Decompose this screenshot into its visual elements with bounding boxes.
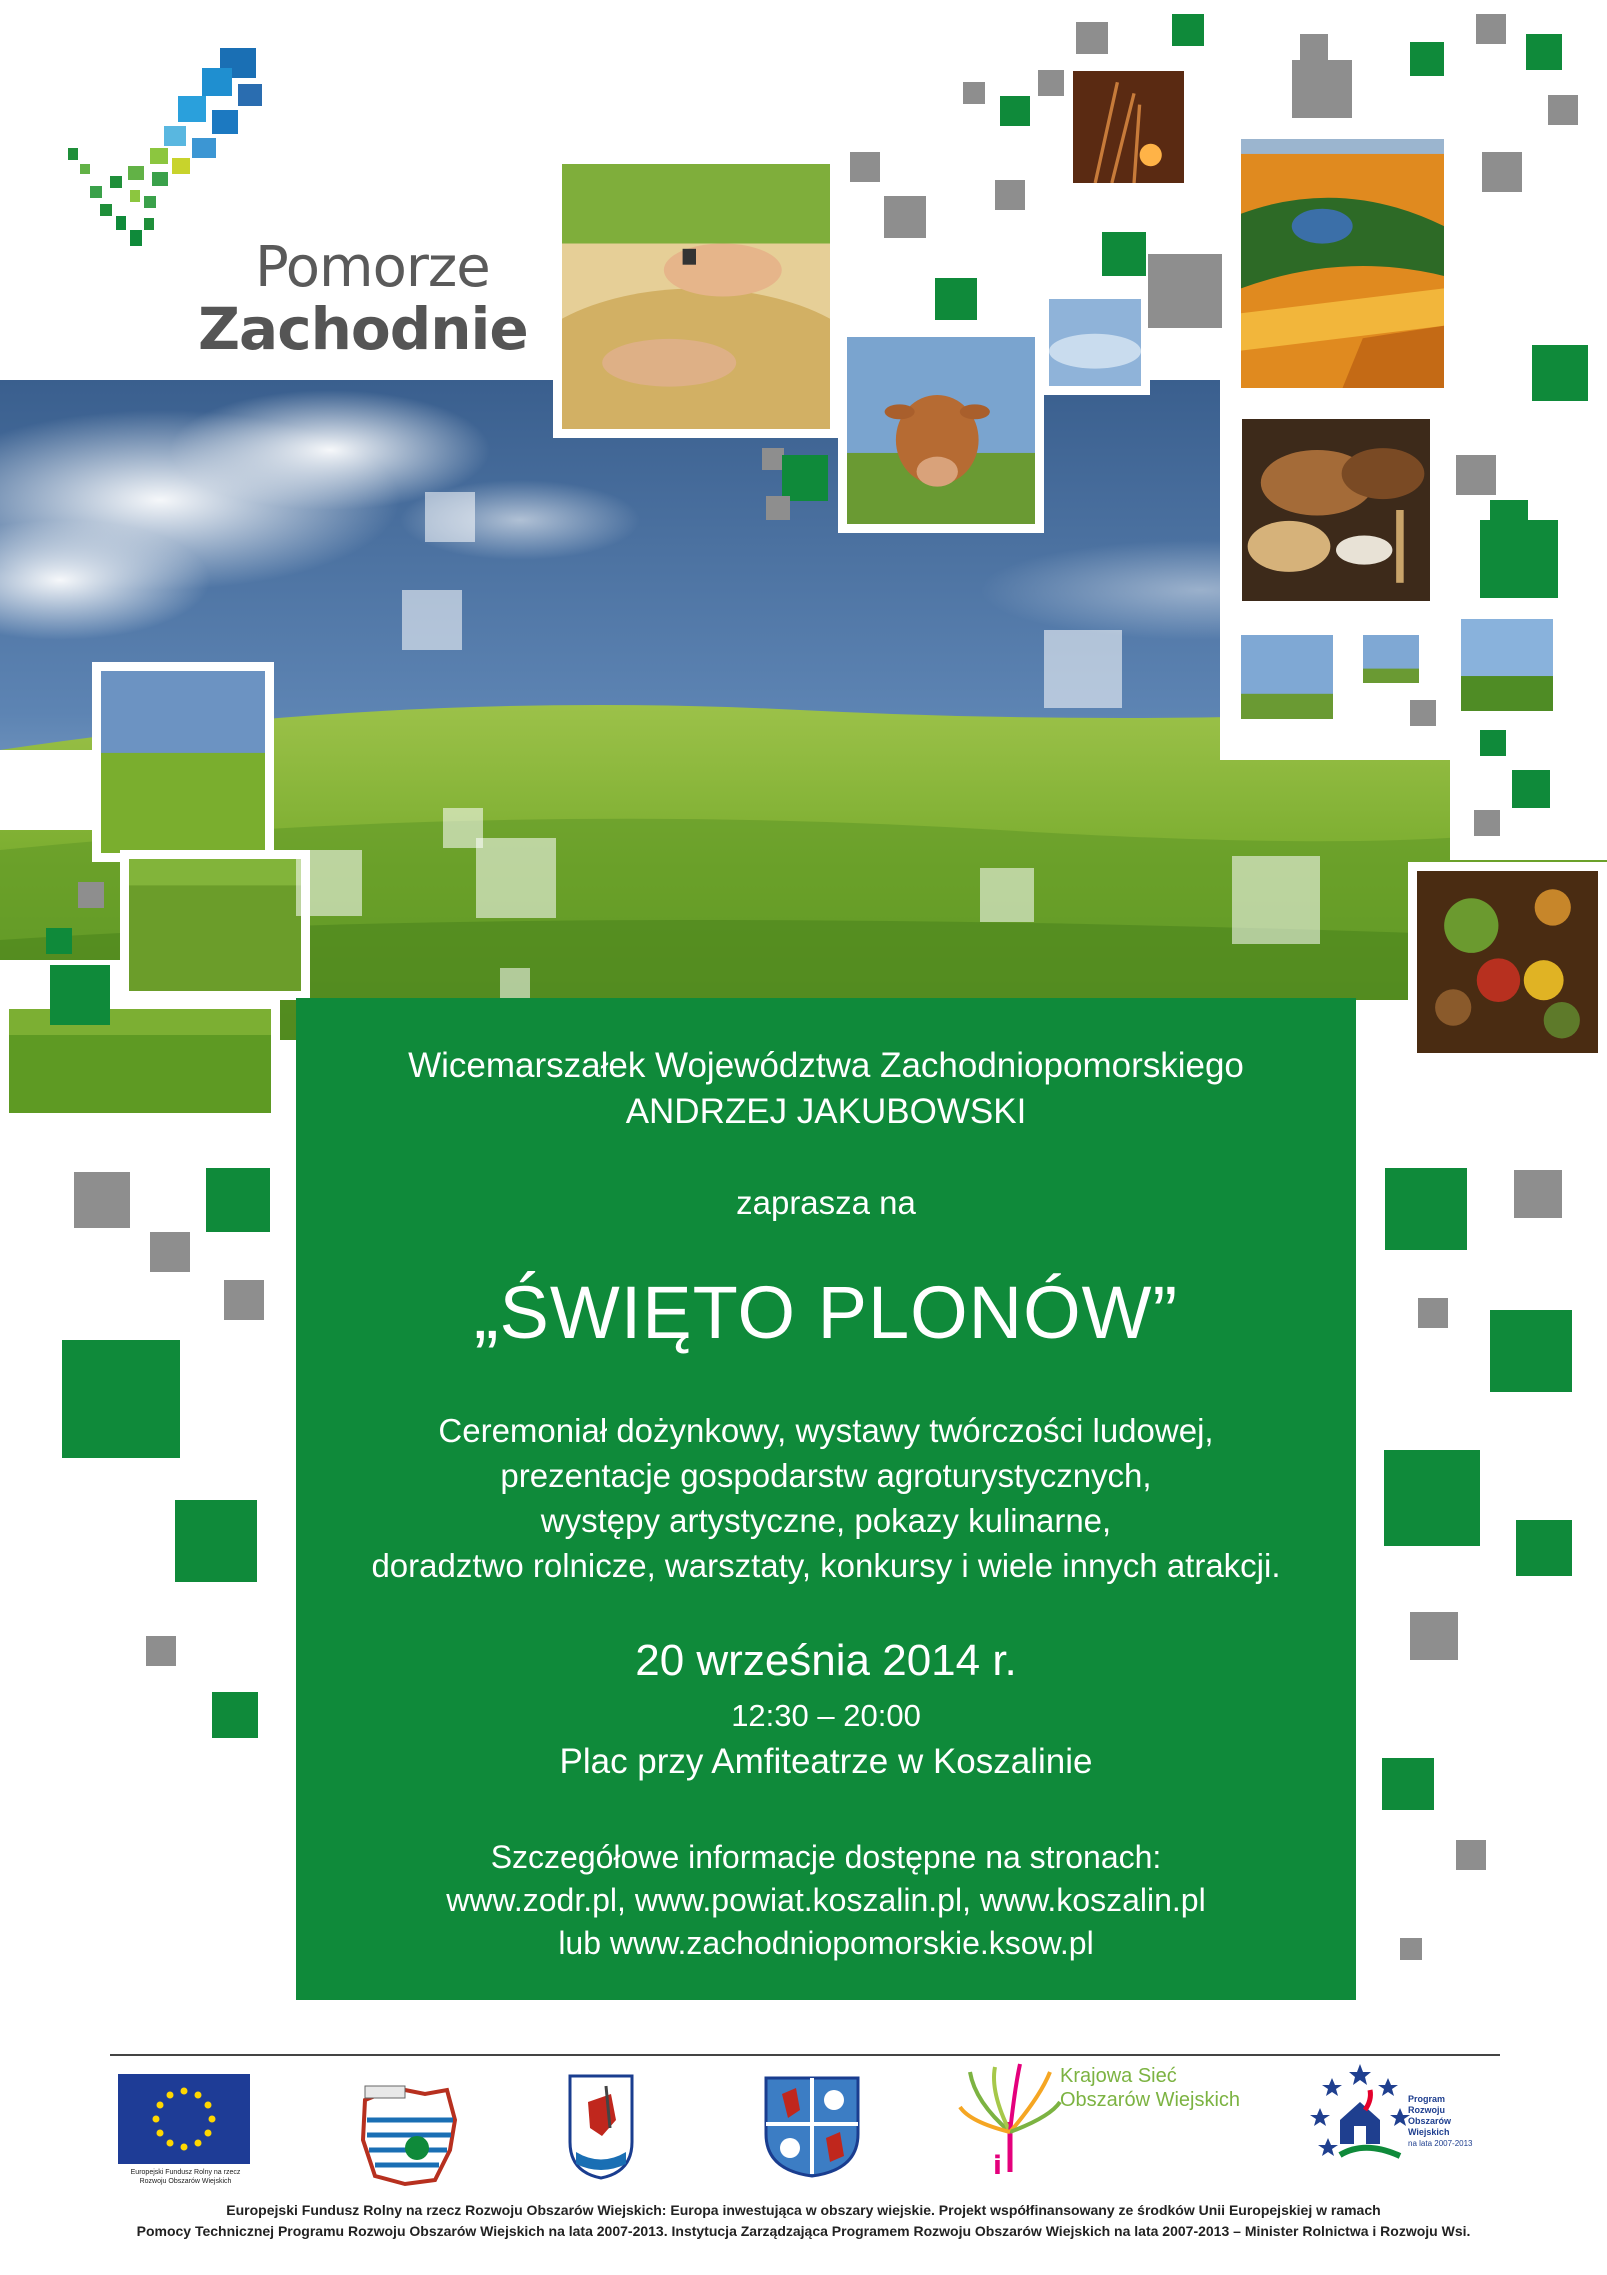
deco-square: [1516, 1520, 1572, 1576]
vegetables-basket-photo: [1408, 862, 1607, 1062]
deco-square: [766, 496, 790, 520]
deco-square: [1480, 730, 1506, 756]
deco-square: [1076, 22, 1108, 54]
host-title: Wicemarszałek Województwa Zachodniopomorskiego: [408, 1046, 1244, 1085]
deco-square: [935, 278, 977, 320]
svg-text:i: i: [993, 2151, 1002, 2181]
deco-square: [1300, 34, 1328, 62]
prow-logo-icon: [1310, 2060, 1410, 2175]
deco-square: [1172, 14, 1204, 46]
deco-square: [212, 1692, 258, 1738]
deco-square: [402, 590, 462, 650]
event-name: „ŚWIĘTO PLONÓW”: [473, 1271, 1179, 1354]
deco-square: [175, 1500, 257, 1582]
event-info-panel: [296, 998, 1356, 2000]
deco-square: [50, 965, 110, 1025]
prow-logo-text: [1408, 2094, 1473, 2149]
deco-square: [1148, 254, 1222, 328]
deco-square: [1456, 455, 1496, 495]
event-date: 20 września 2014 r.: [635, 1636, 1017, 1685]
deco-square: [762, 448, 784, 470]
prow-text-line: Program: [1408, 2094, 1446, 2104]
field-tile-left: [92, 662, 274, 862]
deco-square: [74, 1172, 130, 1228]
description-line: występy artystyczne, pokazy kulinarne,: [540, 1502, 1112, 1539]
deco-square: [206, 1168, 270, 1232]
lake-fields-aerial-photo: [1232, 130, 1453, 397]
deco-square: [1476, 14, 1506, 44]
deco-square: [62, 1340, 180, 1458]
deco-square: [1102, 232, 1146, 276]
deco-square: [1038, 70, 1064, 96]
deco-square: [1410, 42, 1444, 76]
prow-text-line: Obszarów: [1408, 2116, 1452, 2126]
deco-square: [1410, 700, 1436, 726]
deco-square: [1384, 1450, 1480, 1546]
bread-loaves-photo: [1233, 410, 1439, 610]
deco-square: [1232, 856, 1320, 944]
deco-square: [1044, 630, 1122, 708]
description-line: Ceremoniał dożynkowy, wystawy twórczości ludowej,: [438, 1412, 1214, 1449]
deco-square: [1514, 1170, 1562, 1218]
grain-hands-photo: [553, 155, 839, 438]
deco-square: [1490, 1310, 1572, 1392]
footer-funding-note: [100, 2200, 1507, 2242]
deco-square: [884, 196, 926, 238]
poland-map-logo-icon: [355, 2080, 465, 2190]
prow-text-line: Wiejskich: [1408, 2127, 1450, 2137]
deco-square: [1292, 60, 1352, 118]
info-line: Szczegółowe informacje dostępne na stronach:: [490, 1839, 1162, 1875]
event-place: Plac przy Amfiteatrze w Koszalinie: [559, 1742, 1093, 1781]
ksow-logo-icon: [955, 2062, 1065, 2182]
eu-fund-caption: Europejski Fundusz Rolny na rzecz Rozwoju Obszarów Wiejskich: [130, 2169, 241, 2185]
deco-square: [1512, 770, 1550, 808]
event-description: [296, 1408, 1356, 1588]
deco-square: [425, 492, 475, 542]
deco-square: [995, 180, 1025, 210]
ksow-text-line: Obszarów Wiejskich: [1060, 2089, 1241, 2111]
cow-photo: [838, 328, 1044, 533]
event-time: 12:30 – 20:00: [731, 1698, 921, 1733]
landscape-tile-1: [1232, 626, 1342, 728]
deco-square: [1400, 1938, 1422, 1960]
deco-square: [150, 1232, 190, 1272]
host-name: ANDRZEJ JAKUBOWSKI: [625, 1092, 1027, 1131]
footer-line: Pomocy Technicznej Programu Rozwoju Obszarów Wiejskich na lata 2007-2013. Instytucja Zarządzająca Programem Rozwoju Obszarów Wiejskich na lata 2007-2013 – Minister Rolnictwa i Rozwoju Wsi.: [136, 2223, 1471, 2239]
koszalin-coat-of-arms-icon: [566, 2072, 636, 2182]
deco-square: [980, 868, 1034, 922]
deco-square: [78, 882, 104, 908]
ksow-logo-text: [1060, 2064, 1240, 2112]
logo-word-zachodnie: Zachodnie: [198, 295, 528, 363]
footer-divider: [110, 2054, 1500, 2056]
deco-square: [1456, 1840, 1486, 1870]
ksow-text-line: Krajowa Sieć: [1060, 2065, 1177, 2087]
info-ksow-link[interactable]: lub www.zachodniopomorskie.ksow.pl: [558, 1925, 1094, 1961]
footer-line: Europejski Fundusz Rolny na rzecz Rozwoju Obszarów Wiejskich: Europa inwestująca w obszary wiejskie. Projekt współfinansowany ze środków Unii Europejskiej w ramach: [226, 2202, 1381, 2218]
prow-text-line: Rozwoju: [1408, 2105, 1445, 2115]
description-line: doradztwo rolnicze, warsztaty, konkursy i wiele innych atrakcji.: [371, 1547, 1281, 1584]
prow-text-line: na lata 2007-2013: [1408, 2139, 1473, 2148]
landscape-tile-2: [1354, 626, 1428, 692]
field-tile-left-3: [0, 1000, 280, 1122]
deco-square: [1548, 95, 1578, 125]
deco-square: [850, 152, 880, 182]
info-websites-link[interactable]: www.zodr.pl, www.powiat.koszalin.pl, www.koszalin.pl: [446, 1882, 1206, 1918]
deco-square: [146, 1636, 176, 1666]
deco-square: [46, 928, 72, 954]
deco-square: [1526, 34, 1562, 70]
deco-square: [296, 850, 362, 916]
deco-square: [782, 455, 828, 501]
pomorze-zachodnie-logo: [60, 40, 528, 370]
deco-square: [1418, 1298, 1448, 1328]
deco-square: [500, 968, 530, 998]
landscape-tile-3: [1452, 610, 1562, 720]
deco-square: [1480, 520, 1558, 598]
deco-square: [1482, 152, 1522, 192]
field-tile-left-2: [120, 850, 310, 1000]
powiat-coat-of-arms-icon: [762, 2074, 862, 2180]
deco-square: [1385, 1168, 1467, 1250]
eu-flag-icon: [118, 2074, 250, 2164]
description-line: prezentacje gospodarstw agroturystycznych,: [500, 1457, 1152, 1494]
deco-square: [476, 838, 556, 918]
deco-square: [224, 1280, 264, 1320]
invite-text: zaprasza na: [736, 1184, 916, 1221]
deco-square: [1474, 810, 1500, 836]
wheat-sunset-photo: [1064, 62, 1193, 192]
deco-square: [1382, 1758, 1434, 1810]
deco-square: [1532, 345, 1588, 401]
info-links: [296, 1836, 1356, 1965]
deco-square: [1000, 96, 1030, 126]
deco-square: [1410, 1612, 1458, 1660]
sky-tile-1: [1040, 290, 1150, 395]
logo-word-pomorze: Pomorze: [255, 235, 490, 300]
deco-square: [963, 82, 985, 104]
